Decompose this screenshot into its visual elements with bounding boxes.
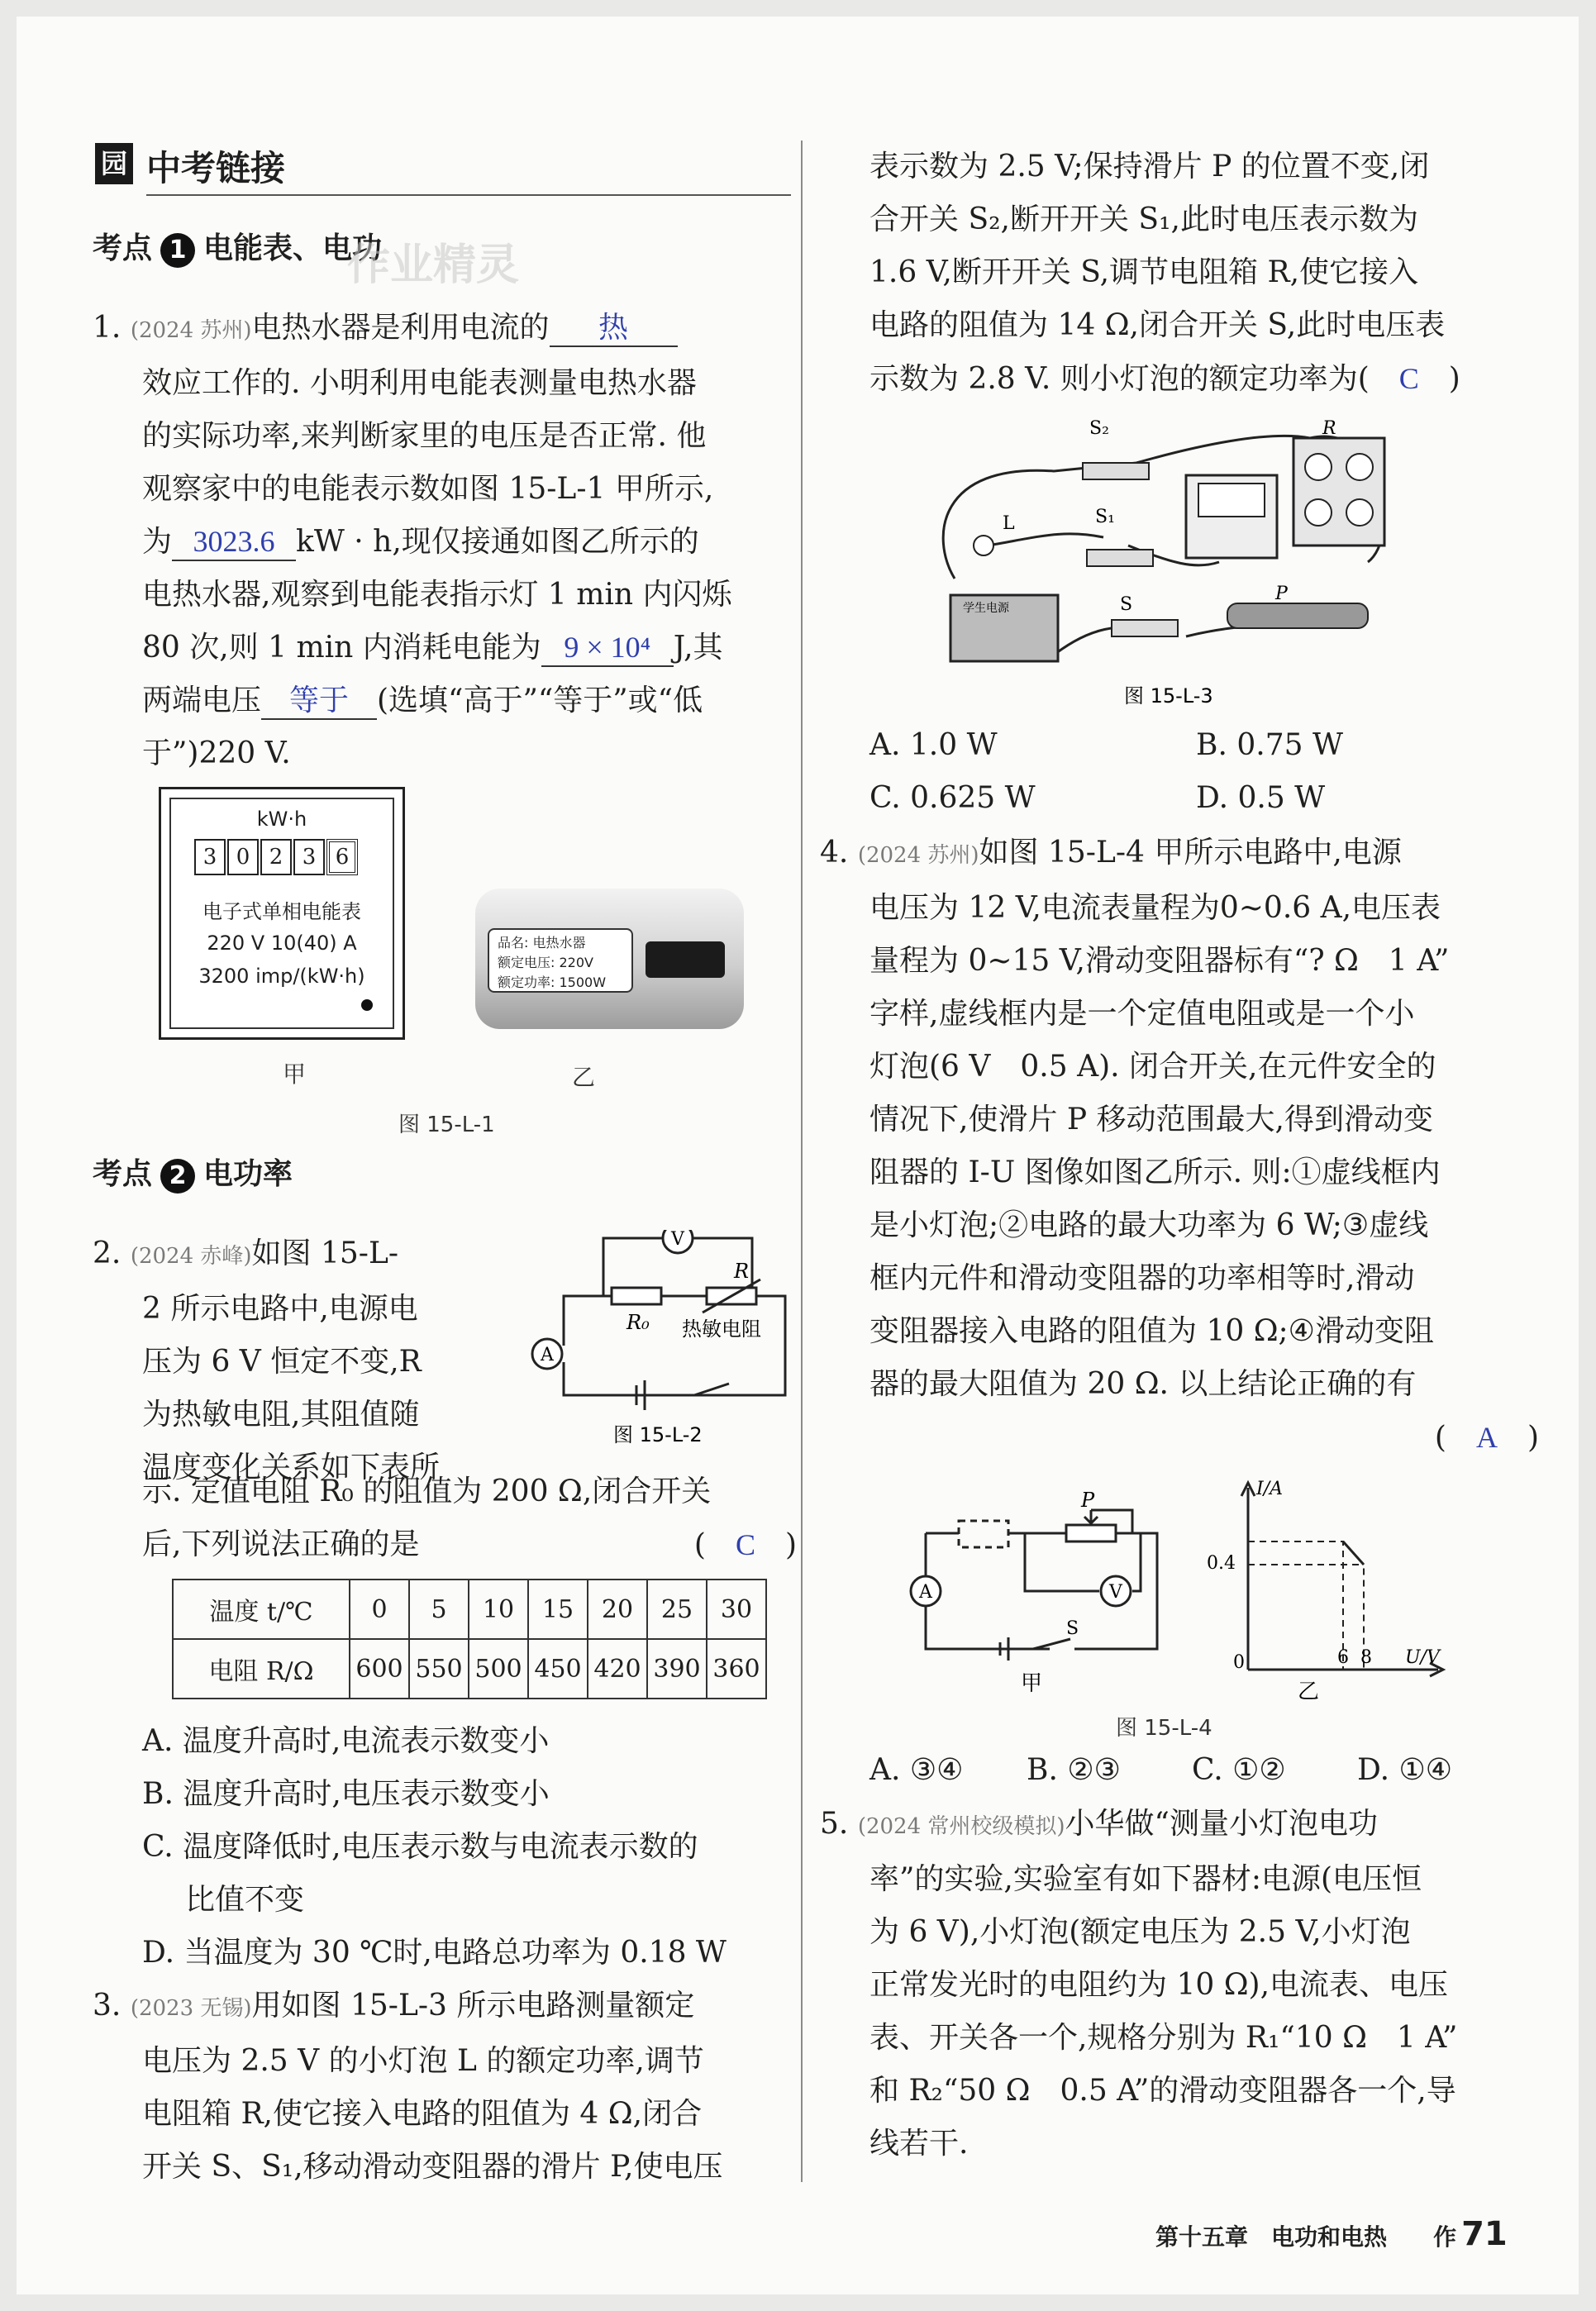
graph-fig4b (1198, 1471, 1471, 1707)
q1-source: (2024 苏州) (130, 318, 252, 343)
page-number: 71 (1461, 2215, 1508, 2253)
q4-text: 如图 15-L-4 甲所示电路中,电源 (979, 836, 1402, 870)
footer-chapter: 第十五章 (1155, 2223, 1249, 2251)
table-cell: 10 (469, 1580, 528, 1639)
fig2-caption: 图 15-L-2 (613, 1423, 703, 1446)
section-icon: 园 (95, 143, 133, 184)
heater-display (646, 941, 725, 978)
meter-rating: 220 V 10(40) A (207, 932, 357, 955)
table-row (173, 1639, 766, 1699)
fig4-label-a: 甲 (1021, 1671, 1043, 1696)
q2-option-d[interactable]: D. 当温度为 30 ℃时,电路总功率为 0.18 W (142, 1936, 727, 1970)
s2-label: S₂ (1089, 418, 1109, 439)
q1-text: 效应工作的. 小明利用电能表测量电热水器 (142, 366, 697, 400)
q4-text: 框内元件和滑动变阻器的功率相等时,滑动 (869, 1261, 1415, 1295)
table-cell: 500 (469, 1639, 528, 1699)
q3-text: 1.6 V,断开开关 S,调节电阻箱 R,使它接入 (869, 255, 1419, 289)
q1-answer-3: 9 × 10⁴ (564, 631, 651, 664)
ammeter-label: A (919, 1582, 932, 1603)
q3-num: 3. (93, 1989, 121, 2023)
fig1-label-b: 乙 (572, 1064, 596, 1091)
meter-digit: 0 (227, 839, 259, 875)
q4-source: (2024 苏州) (857, 843, 979, 868)
column-divider (801, 141, 803, 2182)
q5-text: 线若干. (869, 2127, 969, 2161)
q3-text: 电压为 2.5 V 的小灯泡 L 的额定功率,调节 (142, 2044, 704, 2078)
q4-text: 器的最大阻值为 20 Ω. 以上结论正确的有 (869, 1367, 1417, 1401)
footer-topic: 电功和电热 (1271, 2223, 1388, 2251)
q3-option-b[interactable]: B. 0.75 W (1196, 728, 1343, 762)
q3-text: 开关 S、S₁,移动滑动变阻器的滑片 P,使电压 (142, 2150, 723, 2184)
footer-prefix: 作 (1433, 2223, 1457, 2251)
q3-text: 电阻箱 R,使它接入电路的阻值为 4 Ω,闭合 (142, 2097, 703, 2131)
q5-text: 和 R₂“50 Ω 0.5 A”的滑动变阻器各一个,导 (869, 2074, 1456, 2108)
fig4-caption: 图 15-L-4 (1116, 1716, 1212, 1741)
q2 (93, 1227, 572, 1494)
q1-text: kW · h,现仅接通如图乙所示的 (296, 525, 699, 559)
q2-text: 压为 6 V 恒定不变,R (142, 1345, 422, 1379)
q1-text: 80 次,则 1 min 内消耗电能为 (142, 631, 541, 665)
q5-text: 为 6 V),小灯泡(额定电压为 2.5 V,小灯泡 (869, 1915, 1411, 1949)
q4-text: 量程为 0~15 V,滑动变阻器标有“? Ω 1 A” (869, 944, 1450, 978)
q2-option-a[interactable]: A. 温度升高时,电流表示数变小 (142, 1724, 550, 1758)
q1-text: 于”)220 V. (142, 736, 291, 770)
q2-text: 为热敏电阻,其阻值随 (142, 1398, 420, 1432)
table-cell: 20 (588, 1580, 647, 1639)
voltmeter-label: V (671, 1230, 684, 1250)
q4-text: 电压为 12 V,电流表量程为0~0.6 A,电压表 (869, 891, 1441, 925)
q1-blank-2[interactable] (172, 524, 296, 561)
heater-label-line: 品名: 电热水器 (498, 935, 586, 951)
q3-option-a[interactable]: A. 1.0 W (869, 728, 998, 762)
meter-digits (194, 839, 358, 875)
q1-text: 观察家中的电能表示数如图 15-L-1 甲所示, (142, 472, 714, 506)
q3-text: 用如图 15-L-3 所示电路测量额定 (251, 1989, 695, 2023)
q4-text: 阻器的 I-U 图像如图乙所示. 则:①虚线框内 (869, 1156, 1441, 1189)
q2-text: 示. 定值电阻 R₀ 的阻值为 200 Ω,闭合开关 (142, 1475, 712, 1508)
q1-answer-1: 热 (598, 311, 629, 344)
kp2-badge: 2 (160, 1159, 195, 1194)
axis-y-label: I/A (1256, 1479, 1283, 1499)
q3-option-d[interactable]: D. 0.5 W (1196, 781, 1326, 815)
q2-text: 如图 15-L- (251, 1237, 399, 1270)
table-cell: 25 (647, 1580, 707, 1639)
meter-digit: 2 (260, 839, 292, 875)
q4-text: 变阻器接入电路的阻值为 10 Ω;④滑动变阻 (869, 1314, 1434, 1348)
section-header (95, 136, 798, 211)
s-label: S (1066, 1618, 1079, 1639)
q3-answer: C (1398, 362, 1419, 395)
q3-cont: 表示数为 2.5 V;保持滑片 P 的位置不变,闭 合开关 S₂,断开开关 S₁,此时电压表示数为 1.6 V,断开开关 S,调节电阻箱 R,使它接入 电路的阻值为 14 Ω,闭合开关 S,此时电压表 示数为 2.8 V. 则小灯泡的额定功率为( C ) (869, 141, 1547, 406)
q1-text: 的实际功率,来判断家里的电压是否正常. 他 (142, 419, 707, 453)
q1-blank-4[interactable] (261, 683, 377, 720)
q5-text: 率”的实验,实验室有如下器材:电源(电压恒 (869, 1862, 1422, 1896)
q1-answer-4: 等于 (289, 684, 350, 717)
q2-option-b[interactable]: B. 温度升高时,电压表示数变小 (142, 1777, 550, 1811)
kp1-label: 考点 (93, 231, 153, 265)
p-label: P (1275, 584, 1288, 604)
q3-source: (2023 无锡) (130, 1996, 252, 2021)
thermistor-label: 热敏电阻 (682, 1318, 761, 1341)
q1-text: 电热水器是利用电流的 (251, 311, 550, 345)
s-label: S (1120, 594, 1133, 615)
q5-text: 小华做“测量小灯泡电功 (1065, 1807, 1378, 1841)
fig1-caption: 图 15-L-1 (398, 1113, 495, 1137)
table-header-cell: 电阻 R/Ω (173, 1639, 350, 1699)
fig1-label-a: 甲 (283, 1060, 307, 1088)
q3-options (869, 719, 1547, 825)
l-label: L (1003, 513, 1015, 534)
meter-digit-decimal: 6 (326, 839, 358, 875)
q4-answer: A (1475, 1421, 1498, 1454)
kp2-title: 电功率 (203, 1157, 293, 1191)
kp2-heading (93, 1151, 293, 1194)
q4-option-b[interactable]: B. ②③ (1027, 1753, 1121, 1787)
tick-x-8: 8 (1360, 1647, 1372, 1668)
meter-imp: 3200 imp/(kW·h) (198, 965, 365, 988)
tick-y: 0.4 (1207, 1553, 1236, 1574)
tick-x-6: 6 (1337, 1647, 1349, 1668)
r0-label: R₀ (626, 1311, 650, 1334)
circuit-fig3 (922, 413, 1426, 719)
kp2-label: 考点 (93, 1157, 153, 1191)
meter-name: 电子式单相电能表 (202, 900, 361, 923)
q2-source: (2024 赤峰) (130, 1244, 252, 1269)
q2-text: 后,下列说法正确的是 (142, 1527, 420, 1561)
q2-options (142, 1715, 820, 1980)
q3-text: 电路的阻值为 14 Ω,闭合开关 S,此时电压表 (869, 308, 1446, 342)
q2-table (172, 1579, 767, 1699)
heater-label-line: 额定电压: 220V (498, 955, 593, 970)
q2-option-c-cont: 比值不变 (185, 1883, 305, 1917)
graph-line (1343, 1541, 1364, 1565)
q1-num: 1. (93, 311, 121, 345)
q4-option-a[interactable]: A. ③④ (869, 1753, 964, 1787)
q2-text: 2 所示电路中,电源电 (142, 1292, 418, 1326)
origin-label: 0 (1233, 1652, 1245, 1673)
heater-figure (475, 889, 744, 1029)
q1-text: 为 (142, 525, 173, 559)
q1-answer-2: 3023.6 (193, 525, 275, 558)
power-source-label: 学生电源 (963, 602, 1009, 615)
q1-blank-1[interactable] (550, 310, 678, 347)
q3-text: 示数为 2.8 V. 则小灯泡的额定功率为 (869, 362, 1358, 396)
kp1-title: 电能表、电功 (203, 231, 383, 265)
q2-text: 温度变化关系如下表所 (142, 1451, 441, 1484)
q4-option-c[interactable]: C. ①② (1192, 1753, 1286, 1787)
q3 (93, 1980, 812, 2194)
circuit-fig2 (512, 1230, 810, 1453)
table-cell: 390 (647, 1639, 707, 1699)
table-cell: 550 (409, 1639, 469, 1699)
table-cell: 420 (588, 1639, 647, 1699)
table-header-cell: 温度 t/℃ (173, 1580, 350, 1639)
q4-options (869, 1744, 1547, 1797)
table-cell: 360 (707, 1639, 766, 1699)
q1 (93, 302, 803, 780)
q3-text: 合开关 S₂,断开开关 S₁,此时电压表示数为 (869, 203, 1418, 236)
q3-option-c[interactable]: C. 0.625 W (869, 781, 1036, 815)
table-cell: 600 (350, 1639, 409, 1699)
meter-digit: 3 (194, 839, 226, 875)
q1-blank-3[interactable] (541, 630, 674, 667)
r-label: R (1322, 418, 1336, 439)
s1-label: S₁ (1095, 507, 1115, 527)
q2-cont (142, 1465, 803, 1572)
q4-text: 情况下,使滑片 P 移动范围最大,得到滑动变 (869, 1103, 1433, 1136)
q2-option-c[interactable]: C. 温度降低时,电压表示数与电流表示数的 (142, 1830, 698, 1864)
q2-answer: C (735, 1528, 755, 1561)
q5-num: 5. (820, 1807, 849, 1841)
axis-x-label: U/V (1405, 1647, 1440, 1668)
meter-digit: 3 (293, 839, 325, 875)
q1-text: 两端电压 (142, 684, 262, 717)
q1-text: 电热水器,观察到电能表指示灯 1 min 内闪烁 (142, 578, 732, 612)
q2-answer-bracket: ( C ) (693, 1528, 797, 1562)
q4-num: 4. (820, 836, 849, 870)
watermark: 作业精灵 (347, 241, 520, 290)
table-cell: 15 (528, 1580, 588, 1639)
fig3-caption: 图 15-L-3 (1124, 684, 1213, 708)
ammeter-label: A (541, 1345, 554, 1365)
p-label: P (1081, 1489, 1095, 1512)
table-cell: 450 (528, 1639, 588, 1699)
circuit-fig4a (901, 1484, 1182, 1707)
section-title: 中考链接 (146, 148, 286, 188)
q3-text: 表示数为 2.5 V;保持滑片 P 的位置不变,闭 (869, 150, 1430, 183)
q5-source: (2024 常州校级模拟) (857, 1814, 1065, 1839)
q1-text: J,其 (673, 631, 723, 665)
table-row (173, 1580, 766, 1639)
q4-option-d[interactable]: D. ①④ (1357, 1753, 1453, 1787)
heater-label (488, 928, 633, 993)
heater-label-line: 额定功率: 1500W (498, 974, 607, 990)
q1-text: (选填“高于”“等于”或“低 (377, 684, 703, 717)
q5-text: 表、开关各一个,规格分别为 R₁“10 Ω 1 A” (869, 2021, 1458, 2055)
kp1-badge: 1 (160, 233, 195, 268)
q5-text: 正常发光时的电阻约为 10 Ω),电流表、电压 (869, 1968, 1449, 2002)
meter-unit: kW·h (256, 808, 307, 831)
q4-text: 字样,虚线框内是一个定值电阻或是一个小 (869, 997, 1415, 1031)
kp1-heading (93, 225, 382, 268)
r-label: R (734, 1260, 750, 1283)
section-rule (146, 194, 791, 196)
q2-num: 2. (93, 1237, 121, 1270)
meter-indicator-light (361, 999, 373, 1011)
voltmeter-label: V (1109, 1582, 1122, 1603)
page (17, 17, 1579, 2294)
table-cell: 5 (409, 1580, 469, 1639)
q4-text: 灯泡(6 V 0.5 A). 闭合开关,在元件安全的 (869, 1050, 1436, 1084)
q5 (820, 1798, 1547, 2170)
q4-text: 是小灯泡;②电路的最大功率为 6 W;③虚线 (869, 1208, 1429, 1242)
q4-answer-bracket: ( A ) (1434, 1421, 1539, 1455)
fig4-label-b: 乙 (1298, 1680, 1320, 1704)
table-cell: 30 (707, 1580, 766, 1639)
footer (1155, 2215, 1508, 2253)
meter-figure (159, 787, 405, 1040)
table-cell: 0 (350, 1580, 409, 1639)
q4 (820, 827, 1547, 1465)
